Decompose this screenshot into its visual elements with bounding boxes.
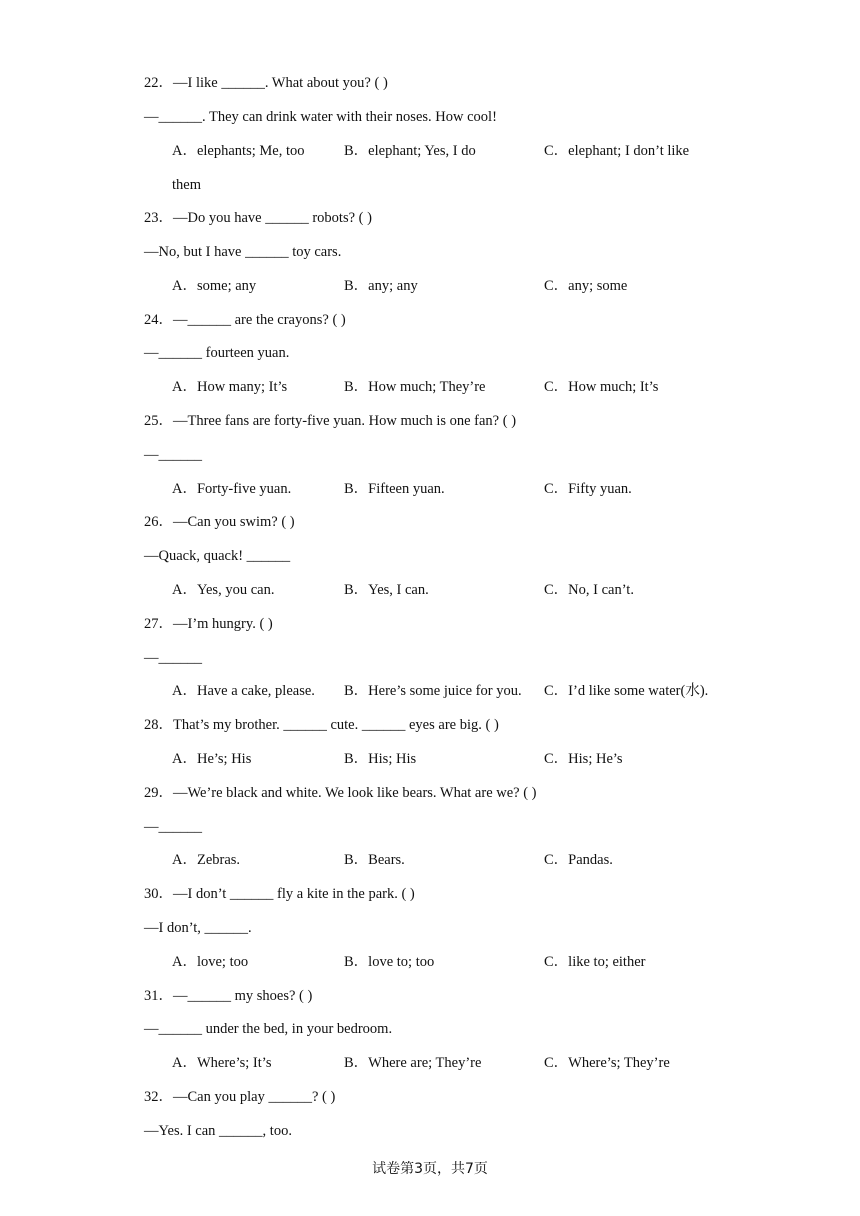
- option-c[interactable]: C．His; He’s: [544, 751, 623, 767]
- option-b[interactable]: B．Fifteen yuan.: [344, 481, 445, 497]
- page-footer: 试卷第3页，共7页: [372, 1161, 488, 1177]
- question-26-stem: 26．—Can you swim? ( ): [144, 514, 295, 530]
- question-29-answer-line: —______: [144, 819, 202, 835]
- option-c[interactable]: C．any; some: [544, 278, 628, 294]
- question-23-stem: 23．—Do you have ______ robots? ( ): [144, 210, 372, 226]
- question-22-option-wrap: them: [172, 177, 201, 193]
- option-a[interactable]: A．Have a cake, please.: [172, 683, 315, 699]
- option-a[interactable]: A．elephants; Me, too: [172, 143, 305, 159]
- question-23-answer-line: —No, but I have ______ toy cars.: [144, 244, 342, 260]
- question-32-answer-line: —Yes. I can ______, too.: [144, 1123, 292, 1139]
- question-27-stem: 27．—I’m hungry. ( ): [144, 616, 273, 632]
- option-b[interactable]: B．How much; They’re: [344, 379, 486, 395]
- option-a[interactable]: A．How many; It’s: [172, 379, 288, 395]
- question-29-stem: 29．—We’re black and white. We look like bears. What are we? ( ): [144, 785, 537, 801]
- option-c[interactable]: C．Where’s; They’re: [544, 1055, 670, 1071]
- option-c[interactable]: C．Pandas.: [544, 852, 613, 868]
- question-31-answer-line: —______ under the bed, in your bedroom.: [144, 1021, 393, 1037]
- option-b[interactable]: B．Where are; They’re: [344, 1055, 482, 1071]
- question-28-stem: 28．That’s my brother. ______ cute. ______ eyes are big. ( ): [144, 717, 499, 733]
- question-32-stem: 32．—Can you play ______? ( ): [144, 1089, 336, 1105]
- option-b[interactable]: B．elephant; Yes, I do: [344, 143, 476, 159]
- option-a[interactable]: A．Yes, you can.: [172, 582, 275, 598]
- option-c[interactable]: C．like to; either: [544, 954, 646, 970]
- question-22-answer-line: —______. They can drink water with their noses. How cool!: [144, 109, 497, 125]
- question-31-stem: 31．—______ my shoes? ( ): [144, 988, 313, 1004]
- option-b[interactable]: B．His; His: [344, 751, 417, 767]
- question-24-answer-line: —______ fourteen yuan.: [144, 345, 290, 361]
- question-22-stem: 22．—I like ______. What about you? ( ): [144, 75, 388, 91]
- option-c[interactable]: C．elephant; I don’t like: [544, 143, 690, 159]
- option-a[interactable]: A．Forty-five yuan.: [172, 481, 292, 497]
- option-a[interactable]: A．love; too: [172, 954, 249, 970]
- option-a[interactable]: A．Where’s; It’s: [172, 1055, 272, 1071]
- question-27-answer-line: —______: [144, 650, 202, 666]
- option-c[interactable]: C．No, I can’t.: [544, 582, 634, 598]
- question-26-answer-line: —Quack, quack! ______: [144, 548, 291, 564]
- option-a[interactable]: A．some; any: [172, 278, 257, 294]
- option-a[interactable]: A．He’s; His: [172, 751, 252, 767]
- option-b[interactable]: B．Here’s some juice for you.: [344, 683, 522, 699]
- question-25-stem: 25．—Three fans are forty-five yuan. How much is one fan? ( ): [144, 413, 517, 429]
- option-b[interactable]: B．Yes, I can.: [344, 582, 429, 598]
- option-b[interactable]: B．Bears.: [344, 852, 405, 868]
- option-c[interactable]: C．How much; It’s: [544, 379, 659, 395]
- option-c[interactable]: C．Fifty yuan.: [544, 481, 632, 497]
- option-b[interactable]: B．love to; too: [344, 954, 435, 970]
- option-b[interactable]: B．any; any: [344, 278, 418, 294]
- option-c[interactable]: C．I’d like some water(水).: [544, 683, 709, 699]
- question-30-stem: 30．—I don’t ______ fly a kite in the park. ( ): [144, 886, 415, 902]
- option-a[interactable]: A．Zebras.: [172, 852, 241, 868]
- question-30-answer-line: —I don’t, ______.: [144, 920, 252, 936]
- question-25-answer-line: —______: [144, 447, 202, 463]
- question-24-stem: 24．—______ are the crayons? ( ): [144, 312, 346, 328]
